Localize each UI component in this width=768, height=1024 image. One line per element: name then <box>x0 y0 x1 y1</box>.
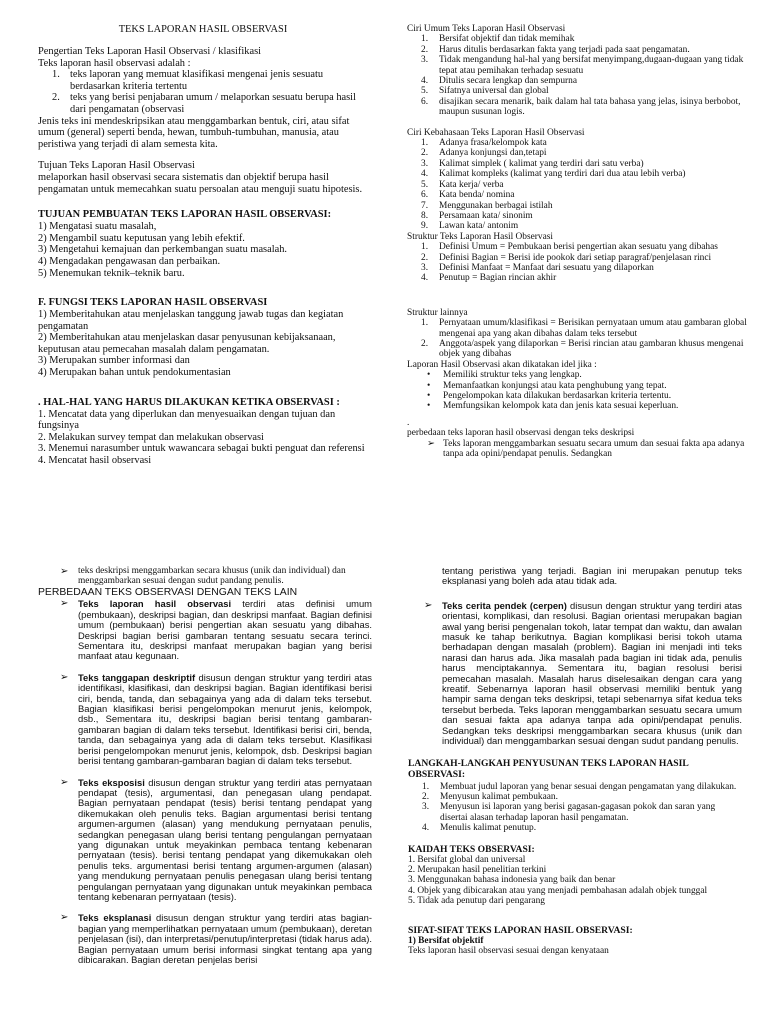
dot-line: . <box>407 417 410 428</box>
langkah-list <box>408 782 742 834</box>
arrow-icon: ➢ <box>60 566 69 577</box>
jenis-paragraph: Jenis teks ini mendeskripsikan atau menggambarkan bentuk, ciri, atau sifat umum (general) seperti benda, hewan, tumbuh-tumbuhan, manusia, atau peristiwa yang terjadi di alam semesta kita. <box>38 115 350 150</box>
hal-hal-heading: . HAL-HAL YANG HARUS DILAKUKAN KETIKA OBSERVASI : <box>38 396 340 408</box>
arrow-icon: ➢ <box>424 599 433 611</box>
list-item: 4. Ditulis secara lengkap dan sempurna <box>421 76 577 87</box>
list-item: 2. Adanya konjungsi dan,tetapi <box>421 148 547 159</box>
list-item: 6. Kata benda/ nomina <box>421 190 515 201</box>
arrow-icon: ➢ <box>427 438 435 449</box>
list-item: ➢ Teks laporan hasil observasi terdiri atas definisi umum (pembukaan), deskripsi bagian, dan deskripsi manfaat. Bagian definisi umum (pembukaan) berisi pengertian akan sesuatu yang dibahas. Deskripsi bagian berisi gambaran tentang sesuatu secara terinci. Sementara itu, deskripsi manfaat merupakan bagian yang berisi manfaat atau kegunaan. <box>60 598 372 662</box>
langkah-heading: LANGKAH-LANGKAH PENYUSUNAN TEKS LAPORAN HASIL OBSERVASI: <box>408 757 689 780</box>
list-item: 1) Mengatasi suatu masalah, <box>38 221 157 233</box>
struktur-lainnya-heading: Struktur lainnya <box>407 307 468 318</box>
list-item: 7. Menggunakan berbagai istilah <box>421 200 553 211</box>
list-item: 1. Adanya frasa/kelompok kata <box>421 138 547 149</box>
list-item: 3. Kalimat simplek ( kalimat yang terdiri dari satu verba) <box>421 158 644 169</box>
list-item: ➢ Teks eksposisi disusun dengan struktur yang terdiri atas pernyataan pendapat (tesis), argumentasi, dan penegasan ulang pendapat. Bagian pernyataan pendapat (tesis) berisi tentang pendapat yang dikemukakan oleh penulis teks. Bagian argumentasi berisi tentang argumen-argumen (alasan) yang mendukung pernyataan penulis, sedangkan penegasan ulang berisi tentang pengulangan pernyataan yang digunakan untuk meyakinkan pembaca tentang kebenaran pernyataan (tesis). berisi tentang pendapat yang dikemukakan oleh penulis teks. argumentasi berisi tentang argumen-argumen (alasan) yang mendukung pernyataan penulis penegasan ulang berisi tentang pengulangan pernyataan yang digunakan untuk meyakinkan pembaca tentang kebenaran pernyataan (tesis). <box>60 776 372 902</box>
list-item: 4. Objek yang dibicarakan atau yang menjadi pembahasan adalah objek tunggal <box>408 885 708 896</box>
tujuan-heading: Tujuan Teks Laporan Hasil Observasi <box>38 160 195 172</box>
perbedaan-list <box>407 439 747 460</box>
list-item: 1. teks laporan yang memuat klasifikasi mengenai jenis sesuatu berdasarkan kriteria tertentu <box>52 69 324 92</box>
list-item: 9. Lawan kata/ antonim <box>421 221 519 232</box>
page-2 <box>0 562 768 1024</box>
list-item: 4. Kalimat kompleks (kalimat yang terdiri dari dua atau lebih verba) <box>421 169 686 180</box>
list-item: 4. Penutup = Bagian rincian akhir <box>421 273 557 284</box>
list-item: 4. Mencatat hasil observasi <box>38 455 152 467</box>
list-item: 4. Menulis kalimat penutup. <box>422 823 537 834</box>
tujuan-paragraph: melaporkan hasil observasi secara sistematis dan objektif berupa hasil pengamatan untuk memecahkan suatu persoalan atau menguji suatu hipotesis. <box>38 171 363 195</box>
list-item: 3) Merupakan sumber informasi dan <box>38 355 190 367</box>
list-item: 2) Mengambil suatu keputusan yang lebih efektif. <box>38 232 245 244</box>
pengertian-intro: Teks laporan hasil observasi adalah : <box>38 57 191 69</box>
list-item: 1. Bersifat global dan universal <box>408 854 526 865</box>
list-item: 5. Kata kerja/ verba <box>421 179 504 190</box>
list-item: 4) Merupakan bahan untuk pendokumentasian <box>38 367 231 379</box>
list-item: 1) Memberitahukan atau menjelaskan tanggung jawab tugas dan kegiatan pengamatan <box>38 309 344 332</box>
perbedaan-teks-heading: PERBEDAAN TEKS OBSERVASI DENGAN TEKS LAIN <box>38 586 298 598</box>
list-item: 2. Definisi Bagian = Berisi ide pookok dari setiap paragraf/penjelasan rinci <box>421 252 712 263</box>
list-item: ➢ Teks tanggapan deskriptif disusun dengan struktur yang terdiri atas identifikasi, klasifikasi, dan deskripsi bagian. Bagian identifikasi berisi ciri, benda, tanda, dan sebagainya yang ada di dalam teks tersebut. Bagian klasifikasi berisi pengelompokan menurut jenis, kelompok, dsb., Sementara itu, deskripsi bagian berisi tentang gambaran-gambaran bagian di dalam teks tersebut. Identifikasi berisi ciri, benda, tanda, dan sebagainya yang ada di dalam teks tersebut. Klasifikasi berisi pengelompokan menurut jenis, kelompok, dsb. Deskripsi bagian berisi tentang gambaran-gambaran bagian di dalam teks tersebut. <box>60 671 372 767</box>
list-item: 2. Anggota/aspek yang dilaporkan = Berisi rincian atau gambaran khusus mengenai objek yang dibahas <box>421 338 744 360</box>
list-item: 2. Merupakan hasil penelitian terkini <box>408 864 547 875</box>
list-item: 2. Menyusun kalimat pembukaan. <box>422 791 558 802</box>
list-item: 4) Mengadakan pengawasan dan perbaikan. <box>38 255 221 267</box>
list-item: 5. Tidak ada penutup dari pengarang <box>408 896 545 907</box>
list-item: 3. Menggunakan bahasa indonesia yang baik dan benar <box>408 875 616 886</box>
ideal-heading: Laporan Hasil Observasi akan dikatakan idel jika : <box>407 359 597 370</box>
list-item: 3. Menyusun isi laporan yang berisi gagasan-gagasan pokok dan saran yang disertai alasan terhadap laporan hasil pengamatan. <box>422 802 716 823</box>
list-item: 5. Sifatnya universal dan global <box>421 86 549 97</box>
list-item: 6. disajikan secara menarik, baik dalam hal tata bahasa yang jelas, isinya berbobot, maupun susunan logis. <box>421 96 741 118</box>
list-item: 2. Harus ditulis berdasarkan fakta yang terjadi pada saat pengamatan. <box>421 44 690 55</box>
list-item: 5) Menemukan teknik–teknik baru. <box>38 267 185 279</box>
list-item: • Memiliki struktur teks yang lengkap. <box>427 370 582 381</box>
arrow-icon: ➢ <box>60 598 69 610</box>
ciri-kebahasaan-list <box>407 138 747 232</box>
kaidah-heading: KAIDAH TEKS OBSERVASI: <box>408 843 535 855</box>
page1-left-column <box>38 24 368 467</box>
struktur-heading: Struktur Teks Laporan Hasil Observasi <box>407 231 554 242</box>
list-item: 8. Persamaan kata/ sinonim <box>421 210 533 221</box>
ideal-list <box>407 370 747 412</box>
ciri-kebahasaan-heading: Ciri Kebahasaan Teks Laporan Hasil Observasi <box>407 127 585 138</box>
list-item: ➢ Teks laporan menggambarkan sesuatu secara umum dan sesuai fakta apa adanya tanpa ada opini/pendapat penulis. Sedangkan <box>427 438 745 460</box>
list-item: 2. Melakukan survey tempat dan melakukan observasi <box>38 431 264 443</box>
list-item: • Memfungsikan kelompok kata dan jenis kata sesuai keperluan. <box>427 401 679 412</box>
list-item: 1. Definisi Umum = Pembukaan berisi pengertian akan sesuatu yang dibahas <box>421 242 718 253</box>
pengertian-heading: Pengertian Teks Laporan Hasil Observasi / klasifikasi <box>38 46 262 57</box>
list-item: 1. Bersifat objektif dan tidak memihak <box>421 34 575 45</box>
top-bullet-text: teks deskripsi menggambarkan secara khusus (unik dan individual) dan menggambarkan sesuai dengan sudut pandang penulis. <box>78 566 346 587</box>
page1-right-column <box>407 24 747 459</box>
sifat-heading: SIFAT-SIFAT TEKS LAPORAN HASIL OBSERVASI: <box>408 924 633 936</box>
list-item: 3. Menemui narasumber untuk wawancara sebagai bukti penguat dan referensi <box>38 443 365 455</box>
arrow-icon: ➢ <box>60 776 69 788</box>
page2-left-column <box>38 566 372 976</box>
fungsi-heading: F. FUNGSI TEKS LAPORAN HASIL OBSERVASI <box>38 297 268 309</box>
list-item: • Pengelompokan kata dilakukan berdasarkan kriteria tertentu. <box>427 391 672 401</box>
struktur-lainnya-list <box>407 318 747 360</box>
sifat-text: Teks laporan hasil observasi sesuai dengan kenyataan <box>408 945 609 956</box>
list-item: 3. Definisi Manfaat = Manfaat dari sesuatu yang dilaporkan <box>421 262 654 273</box>
pengertian-list <box>38 69 368 115</box>
list-item: 1. Pernyataan umum/klasifikasi = Berisikan pernyataan umum atau gambaran global mengenai apa yang akan dibahas dalam teks tersebut <box>421 318 747 339</box>
list-item: 1. Membuat judul laporan yang benar sesuai dengan pengamatan yang dilakukan. <box>422 781 737 792</box>
struktur-list <box>407 242 747 284</box>
list-item: 2. teks yang berisi penjabaran umum / melaporkan sesuatu berupa hasil dari pengamatan (observasi <box>52 92 356 115</box>
eksplanasi-continued: tentang peristiwa yang terjadi. Bagian ini merupakan penutup teks eksplanasi yang boleh ada atau tidak ada. <box>442 565 742 587</box>
tujuan-pembuatan-heading: TUJUAN PEMBUATAN TEKS LAPORAN HASIL OBSERVASI: <box>38 209 332 221</box>
perbedaan-heading: perbedaan teks laporan hasil observasi dengan teks deskripsi <box>407 428 635 439</box>
sifat-subheading: 1) Bersifat objektif <box>408 935 484 946</box>
document-title: TEKS LAPORAN HASIL OBSERVASI <box>118 24 288 35</box>
list-item: 3) Mengetahui kemajuan dan perkembangan suatu masalah. <box>38 244 287 256</box>
arrow-icon: ➢ <box>60 671 69 683</box>
list-item: ➢ Teks cerita pendek (cerpen) disusun dengan struktur yang terdiri atas orientasi, komplikasi, dan resolusi. Bagian orientasi merupakan bagian awal yang berisi pengenalan tokoh, latar tempat dan waktu, dan awalan masuk ke tahap berikutnya. Bagian komplikasi berisi tokoh utama berhadapan dengan masalah (problem). Bagian ini menjadi inti teks narasi dan harus ada. Jika masalah pada bagian ini tidak ada, penulis harus menciptakannya. Sementara itu, bagian resolusi berisi pemecahan masalah. Masalah harus diselesaikan dengan cara yang kreatif. Sebenarnya laporan hasil observasi memiliki bentuk yang hampir sama dengan teks deskripsi, tetapi sebenarnya sifat kedua teks tersebut berbeda. Teks laporan menggambarkan sesuatu secara umum dan sesuai fakta apa adanya tanpa ada opini/pendapat penulis. Sedangkan teks deskripsi menggambarkan secara khusus (unik dan individual) dan menggambarkan sesuai dengan sudut pandang penulis. <box>424 599 742 747</box>
list-item: ➢ Teks eksplanasi disusun dengan struktur yang terdiri atas bagian-bagian yang memperlihatkan pernyataan umum (pembukaan), deretan penjelasan (isi), dan interpretasi/penutup/interpretasi (tidak harus ada). Bagian pernyataan umum berisi informasi singkat tentang apa yang dibicarakan. Bagian deretan penjelas berisi <box>60 912 372 965</box>
list-item: 1. Mencatat data yang diperlukan dan menyesuaikan dengan tujuan dan fungsinya <box>38 408 336 432</box>
list-item <box>56 566 372 587</box>
ciri-umum-list <box>407 34 747 117</box>
arrow-icon: ➢ <box>60 912 69 924</box>
list-item: 2) Memberitahukan atau menjelaskan dasar penyusunan kebijaksanaan, keputusan atau pemecahan masalah dalam pengamatan. <box>38 332 336 355</box>
page2-right-column <box>408 565 742 956</box>
list-item: • Memanfaatkan konjungsi atau kata penghubung yang tepat. <box>427 380 667 391</box>
list-item: 3. Tidak mengandung hal-hal yang bersifat menyimpang,dugaan-dugaan yang tidak tepat atau pemihakan terhadap sesuatu <box>421 55 744 76</box>
ciri-umum-heading: Ciri Umum Teks Laporan Hasil Observasi <box>407 24 566 34</box>
